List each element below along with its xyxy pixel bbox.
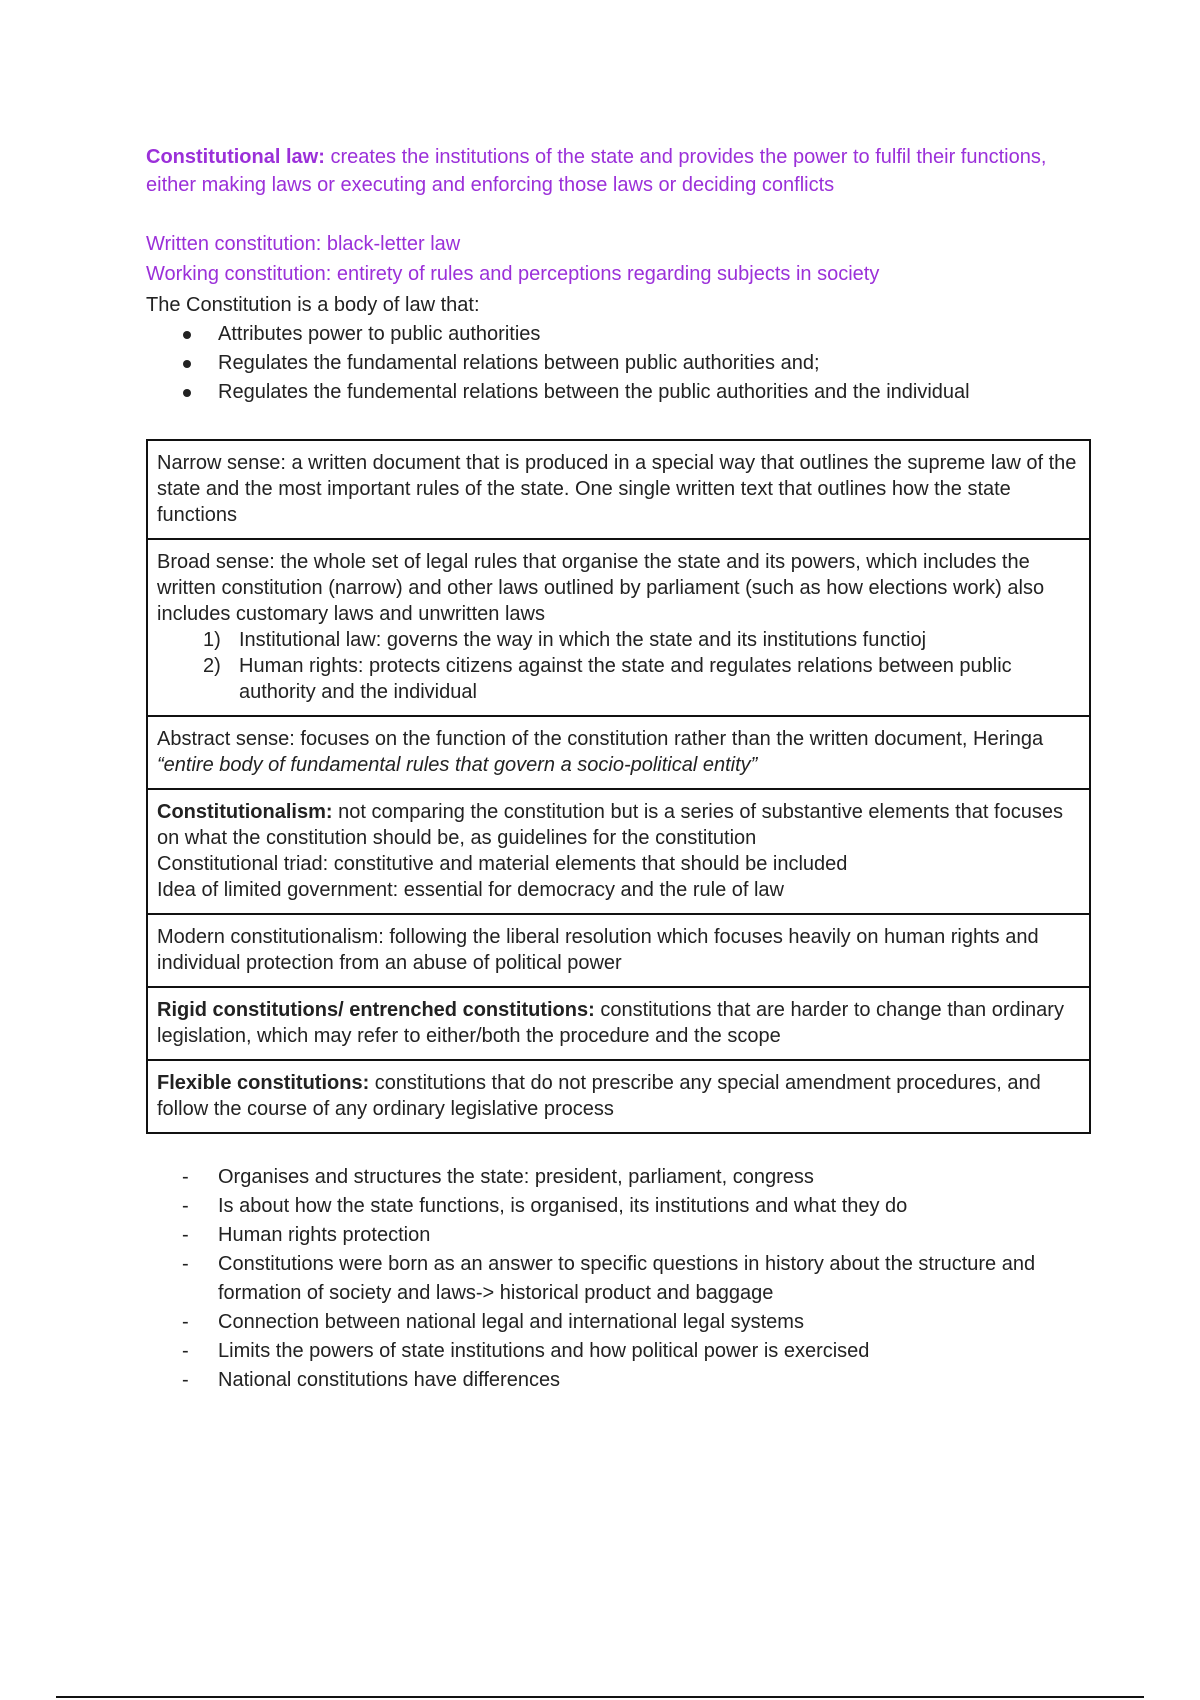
broad-sense-cell [147,539,1090,716]
list-item: Regulates the fundamental relations between public authorities and; [146,349,970,378]
item-text: Human rights protection [218,1224,431,1246]
list-item [146,1337,1096,1366]
constitution-features-list [146,1163,1096,1395]
list-item [146,1366,1096,1395]
table-row [147,987,1090,1060]
written-constitution: Written constitution: black-letter law [146,233,461,255]
constitutionalism-term: Constitutionalism: [157,801,333,823]
dash-marker: - [182,1224,189,1246]
table-row [147,1060,1090,1133]
list-item [146,1250,1096,1308]
table-row [147,789,1090,914]
definition-text: creates the institutions of the state and provides the power to fulfil their functions, either making laws or executing and enforcing those laws or deciding conflicts [146,146,1047,196]
dash-marker: - [182,1195,189,1217]
rigid-text: constitutions that are harder to change than ordinary legislation, which may refer to either/both the procedure and the scope [157,999,1064,1047]
list-item [146,1163,1096,1192]
item-text: Connection between national legal and international legal systems [218,1311,804,1333]
list-item [146,1221,1096,1250]
table-row [147,914,1090,987]
list-item [146,1192,1096,1221]
item-number: 1) [203,629,221,651]
definition-term: Constitutional law: [146,146,325,168]
list-item [157,653,1080,705]
dash-marker: - [182,1311,189,1333]
item-text: Is about how the state functions, is organised, its institutions and what they do [218,1195,908,1217]
table-row [147,440,1090,539]
rigid-term: Rigid constitutions/ entrenched constitutions: [157,999,595,1021]
rigid-constitutions-cell [147,987,1090,1060]
broad-sense-text: Broad sense: the whole set of legal rules that organise the state and its powers, which includes the written constitution (narrow) and other laws outlined by parliament (such as how elections work) also includes customary laws and unwritten laws [157,551,1045,625]
body-intro: The Constitution is a body of law that: [146,294,480,316]
heringa-quote: “entire body of fundamental rules that govern a socio-political entity” [157,754,758,776]
working-constitution: Working constitution: entirety of rules and perceptions regarding subjects in society [146,263,880,285]
item-text: Organises and structures the state: president, parliament, congress [218,1166,814,1188]
dash-marker: - [182,1166,189,1188]
constitutional-law-definition [146,143,1076,199]
item-text: Institutional law: governs the way in which the state and its institutions functioj [239,629,927,651]
list-item: Regulates the fundemental relations between the public authorities and the individual [146,378,970,407]
constitution-senses-table [146,439,1091,1134]
constitutional-triad: Constitutional triad: constitutive and material elements that should be included [157,853,848,875]
item-number: 2) [203,655,221,677]
list-item [157,627,1080,653]
footer-divider [56,1696,1144,1698]
flexible-text: constitutions that do not prescribe any special amendment procedures, and follow the course of any ordinary legislative process [157,1072,1041,1120]
abstract-sense-text: Abstract sense: focuses on the function of the constitution rather than the written document, Heringa [157,728,1044,750]
narrow-sense-cell: Narrow sense: a written document that is produced in a special way that outlines the supreme law of the state and the most important rules of the state. One single written text that outlines how the state functions [147,440,1090,539]
dash-marker: - [182,1340,189,1362]
flexible-term: Flexible constitutions: [157,1072,370,1094]
abstract-sense-cell [147,716,1090,789]
dash-marker: - [182,1369,189,1391]
modern-constitutionalism-cell: Modern constitutionalism: following the liberal resolution which focuses heavily on human rights and individual protection from an abuse of political power [147,914,1090,987]
limited-government: Idea of limited government: essential for democracy and the rule of law [157,879,784,901]
constitutionalism-cell [147,789,1090,914]
body-of-law-list [146,320,970,407]
item-text: National constitutions have differences [218,1369,561,1391]
item-text: Limits the powers of state institutions and how political power is exercised [218,1340,870,1362]
table-row [147,716,1090,789]
flexible-constitutions-cell [147,1060,1090,1133]
constitutionalism-text: not comparing the constitution but is a series of substantive elements that focuses on what the constitution should be, as guidelines for the constitution [157,801,1063,849]
table-row [147,539,1090,716]
dash-marker: - [182,1253,189,1275]
item-text: Human rights: protects citizens against the state and regulates relations between public authority and the individual [239,655,1012,703]
broad-sense-list [157,627,1080,705]
list-item [146,1308,1096,1337]
list-item: Attributes power to public authorities [146,320,970,349]
item-text: Constitutions were born as an answer to specific questions in history about the structure and formation of society and laws-> historical product and baggage [218,1253,1036,1304]
